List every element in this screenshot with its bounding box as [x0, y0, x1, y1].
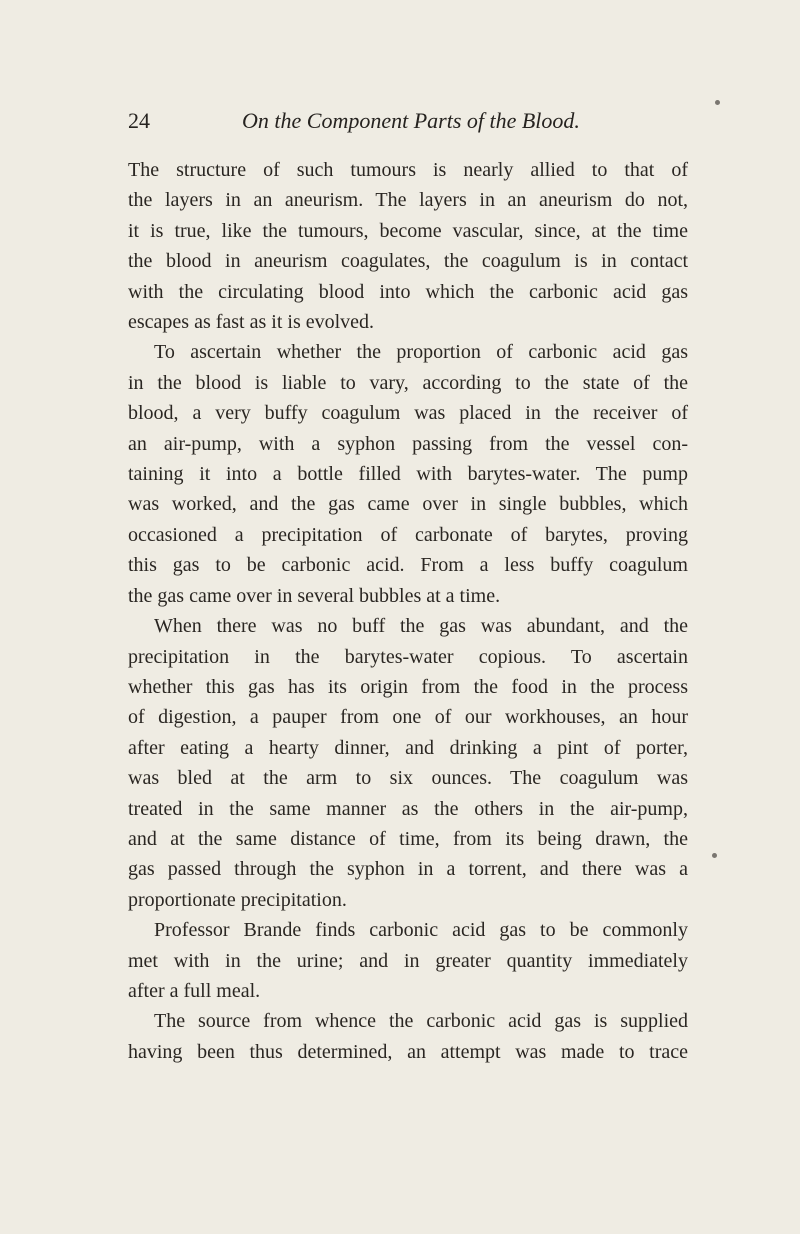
text-line: the blood in aneurism coagulates, the coagulum is in contact [128, 250, 688, 273]
page-header [128, 108, 688, 142]
text-line: treated in the same manner as the others in the air-pump, [128, 797, 688, 820]
text-line: after eating a hearty dinner, and drinking a pint of porter, [128, 736, 688, 759]
text-line: having been thus determined, an attempt was made to trace [128, 1040, 688, 1063]
text-line: and at the same distance of time, from its being drawn, the [128, 827, 688, 850]
text-line: in the blood is liable to vary, according to the state of the [128, 371, 688, 394]
text-line: Professor Brande finds carbonic acid gas to be commonly [154, 919, 688, 942]
text-line: gas passed through the syphon in a torrent, and there was a [128, 858, 688, 881]
text-line: whether this gas has its origin from the food in the process [128, 675, 688, 698]
text-line: The source from whence the carbonic acid gas is supplied [154, 1010, 688, 1033]
ink-speck [715, 100, 720, 105]
text-line: occasioned a precipitation of carbonate of barytes, proving [128, 523, 688, 546]
text-line: the layers in an aneurism. The layers in an aneurism do not, [128, 189, 688, 212]
text-line: it is true, like the tumours, become vascular, since, at the time [128, 219, 688, 242]
text-line: this gas to be carbonic acid. From a less buffy coagulum [128, 554, 688, 577]
text-line: blood, a very buffy coagulum was placed in the receiver of [128, 402, 688, 425]
text-line: The structure of such tumours is nearly allied to that of [128, 159, 688, 181]
running-title: On the Component Parts of the Blood. [242, 108, 580, 133]
text-line: proportionate precipitation. [128, 888, 347, 911]
text-line: the gas came over in several bubbles at a time. [128, 584, 501, 607]
page-number: 24 [128, 108, 150, 133]
text-line: met with in the urine; and in greater quantity immediately [128, 949, 688, 972]
text-line: was worked, and the gas came over in single bubbles, which [128, 493, 688, 516]
text-line: escapes as fast as it is evolved. [128, 311, 375, 334]
text-line: When there was no buff the gas was abundant, and the [154, 615, 688, 638]
text-line: after a full meal. [128, 979, 261, 1002]
text-line: To ascertain whether the proportion of carbonic acid gas [154, 341, 688, 364]
body-text [128, 155, 688, 1067]
text-line: taining it into a bottle filled with barytes-water. The pump [128, 463, 688, 486]
text-line: precipitation in the barytes-water copious. To ascertain [128, 645, 688, 668]
ink-speck [712, 853, 717, 858]
text-line: of digestion, a pauper from one of our workhouses, an hour [128, 706, 688, 729]
text-line: an air-pump, with a syphon passing from the vessel con- [128, 432, 688, 455]
text-line: with the circulating blood into which the carbonic acid gas [128, 280, 688, 303]
text-line: was bled at the arm to six ounces. The coagulum was [128, 767, 688, 790]
